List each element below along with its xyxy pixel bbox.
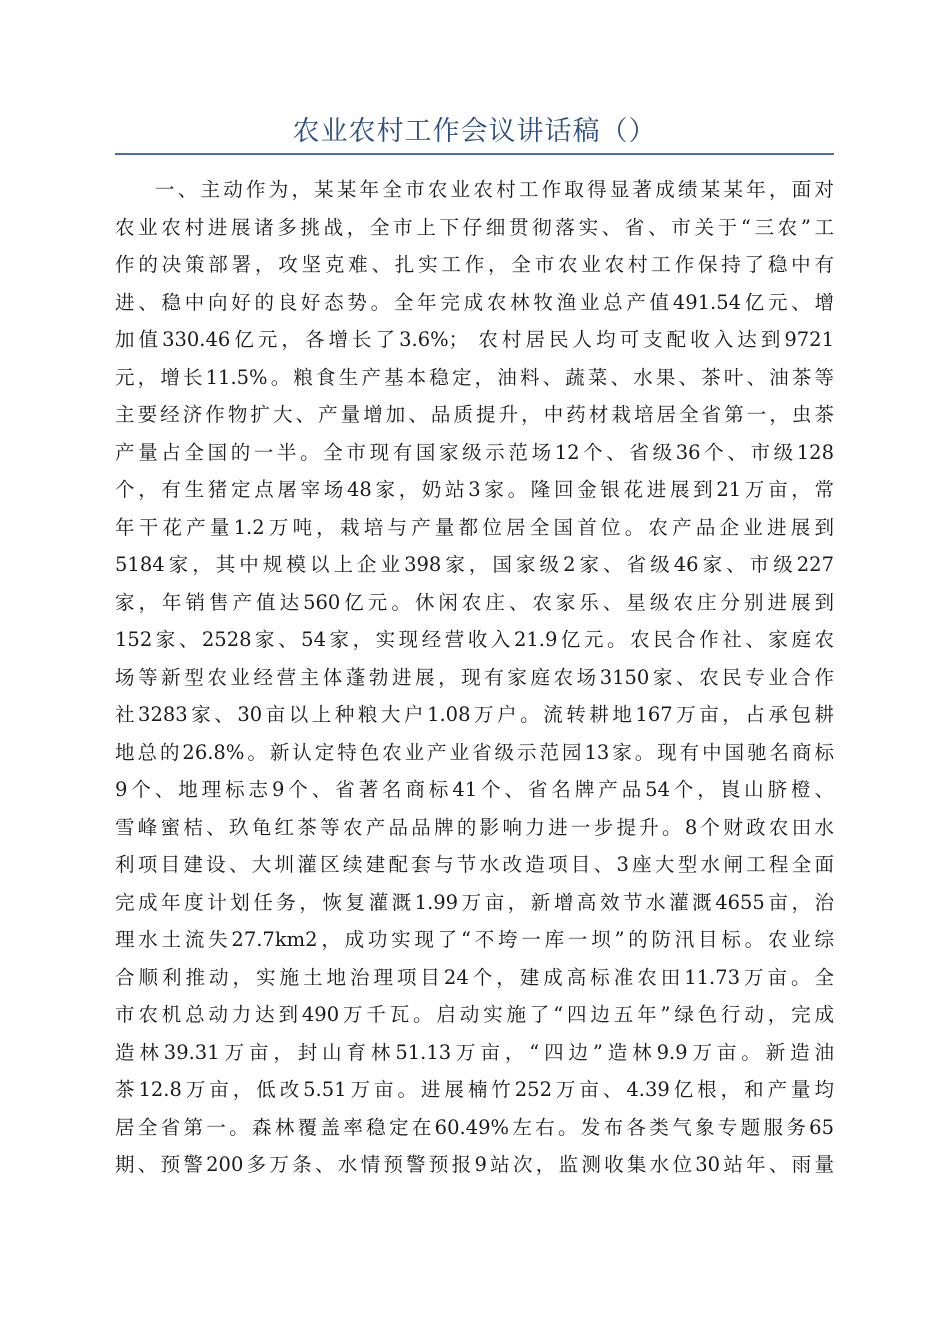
body-line: 利项目建设、大圳灌区续建配套与节水改造项目、3座大型水闸工程全面 [115, 853, 834, 876]
body-line: 家，年销售产值达560亿元。休闲农庄、农家乐、星级农庄分别进展到 [115, 590, 834, 614]
body-line: 5184家，其中规模以上企业398家，国家级2家、省级46家、市级227 [115, 553, 834, 576]
body-line: 主要经济作物扩大、产量增加、品质提升，中药材栽培居全省第一，虫茶 [115, 403, 834, 426]
body-line: 一、主动作为，某某年全市农业农村工作取得显著成绩某某年，面对 [155, 178, 834, 201]
body-line: 场等新型农业经营主体蓬勃进展，现有家庭农场3150家、农民专业合作 [115, 665, 834, 689]
body-line: 地总的26.8%。新认定特色农业产业省级示范园13家。现有中国驰名商标 [115, 740, 834, 764]
body-line: 个，有生猪定点屠宰场48家，奶站3家。隆回金银花进展到21万亩，常 [115, 478, 834, 501]
title-underline [115, 153, 834, 155]
body-line: 完成年度计划任务，恢复灌溉1.99万亩，新增高效节水灌溉4655亩，治 [115, 890, 834, 914]
body-line: 9个、地理标志9个、省著名商标41个、省名牌产品54个，崀山脐橙、 [115, 778, 834, 801]
body-line: 加值330.46亿元，各增长了3.6%； 农村居民人均可支配收入达到9721 [115, 328, 834, 351]
body-line: 理水土流失27.7km2，成功实现了“不垮一库一坝”的防汛目标。农业综 [115, 928, 834, 951]
body-line: 造林39.31万亩，封山育林51.13万亩，“四边”造林9.9万亩。新造油 [115, 1040, 834, 1064]
body-line: 元，增长11.5%。粮食生产基本稳定，油料、蔬菜、水果、茶叶、油茶等 [115, 365, 834, 389]
body-line: 152家、2528家、54家，实现经营收入21.9亿元。农民合作社、家庭农 [115, 628, 834, 651]
body-line: 期、预警200多万条、水情预警预报9站次，监测收集水位30站年、雨量 [115, 1153, 834, 1176]
body-line: 作的决策部署，攻坚克难、扎实工作，全市农业农村工作保持了稳中有 [115, 253, 834, 276]
body-line: 进、稳中向好的良好态势。全年完成农林牧渔业总产值491.54亿元、增 [115, 290, 834, 314]
body-line: 雪峰蜜桔、玖龟红茶等农产品品牌的影响力进一步提升。8个财政农田水 [115, 815, 834, 839]
document-title: 农业农村工作会议讲话稿（） [292, 116, 657, 147]
body-line: 居全省第一。森林覆盖率稳定在60.49%左右。发布各类气象专题服务65 [115, 1115, 834, 1139]
body-line: 茶12.8万亩，低改5.51万亩。进展楠竹252万亩、4.39亿根，和产量均 [115, 1078, 834, 1101]
body-line: 社3283家、30亩以上种粮大户1.08万户。流转耕地167万亩，占承包耕 [115, 703, 834, 726]
body-line: 农业农村进展诸多挑战，全市上下仔细贯彻落实、省、市关于“三农”工 [115, 215, 834, 239]
document-body [115, 171, 834, 1184]
body-line: 合顺利推动，实施土地治理项目24个，建成高标准农田11.73万亩。全 [115, 965, 834, 989]
body-line: 年干花产量1.2万吨，栽培与产量都位居全国首位。农产品企业进展到 [115, 515, 834, 539]
body-line: 产量占全国的一半。全市现有国家级示范场12个、省级36个、市级128 [115, 440, 834, 464]
body-line: 市农机总动力达到490万千瓦。启动实施了“四边五年”绿色行动，完成 [115, 1003, 834, 1026]
